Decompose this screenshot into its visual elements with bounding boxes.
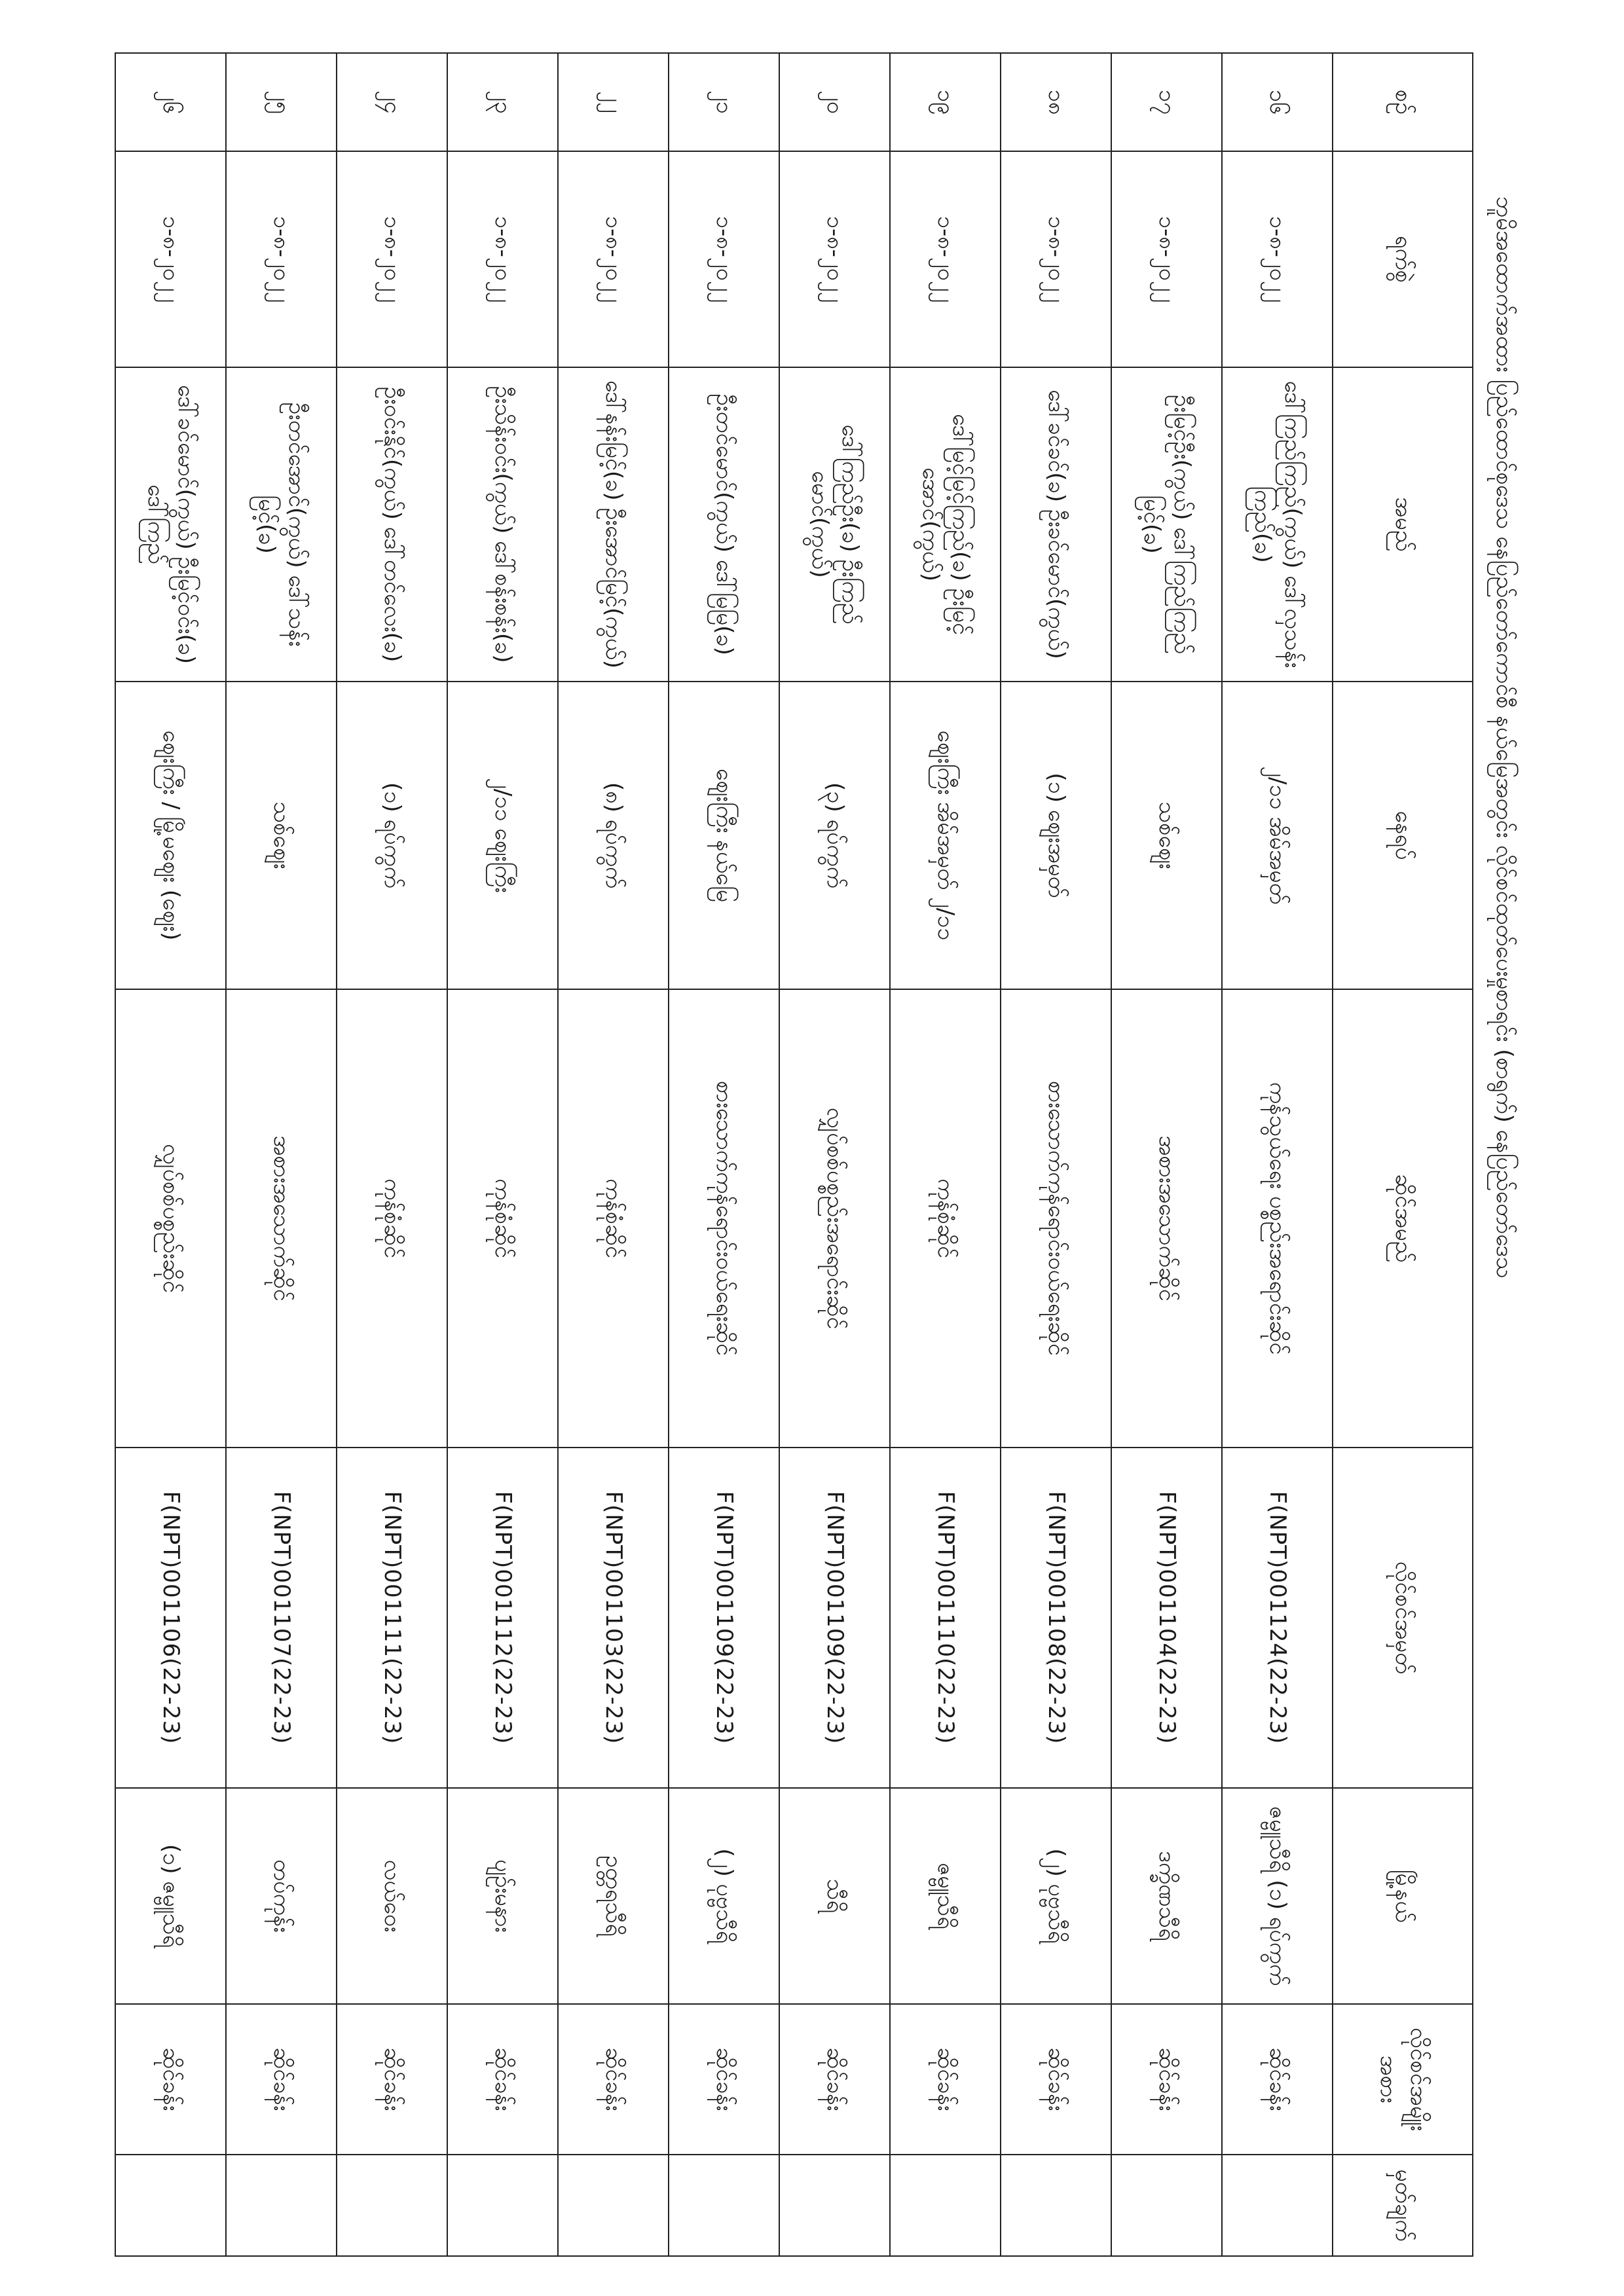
- cell-no: ၁၉: [890, 53, 1001, 151]
- cell-name: ဒေါ်နန်းမြင့်(ခ) ဦးအောင်မြင့်(ကွယ်): [558, 367, 669, 682]
- cell-township: ဇမ္ဗူသီရိ: [890, 1788, 1001, 2004]
- cell-date: ၁-၈-၂၀၂၂: [1222, 151, 1333, 367]
- cell-remark: [890, 2155, 1001, 2256]
- cell-address: (၁) ဈေးအမှတ်: [1001, 682, 1111, 989]
- cell-name: ဒေါ်ကြည်ဦး(ခ) ဦးကြည်မောင်(ကွယ်): [779, 367, 890, 682]
- cell-no: ၁၆: [1222, 53, 1333, 151]
- cell-date: ၁-၈-၂၀၂၂: [558, 151, 669, 367]
- table-row: [1001, 53, 1111, 2256]
- cell-address: ဈေးကြီး နယ်မြေ: [669, 682, 779, 989]
- table-row: [779, 53, 890, 2256]
- cell-name: ဒေါ်ကြည်ကြည်(ကွယ်) ဒေါ်လှသန်းကြည်(ခ): [1222, 367, 1333, 682]
- cell-address: (၃) ရပ်ကွက်: [779, 682, 890, 989]
- cell-type: ဆိုင်ခန်း: [115, 2004, 226, 2155]
- cell-type: ဆိုင်ခန်း: [558, 2004, 669, 2155]
- cell-no: ၂၄: [337, 53, 447, 151]
- cell-address: သစ်ဈေး: [1111, 682, 1222, 989]
- cell-township: တပ်ကုန်း: [226, 1788, 337, 2004]
- cell-license: F(NPT)001112(22-23): [447, 1448, 558, 1788]
- cell-type: ဆိုင်ခန်း: [890, 2004, 1001, 2155]
- cell-name: ဦးဝင်းနိုင်(ကွယ်) ဒေါ်တင်လေး(ခ): [337, 367, 447, 682]
- cell-date: ၁-၈-၂၀၂၂: [779, 151, 890, 367]
- cell-license: F(NPT)001124(22-23): [1222, 1448, 1333, 1788]
- cell-license: F(NPT)001107(22-23): [226, 1448, 337, 1788]
- cell-shop: ကုန်သွယ်ရေး ပစ္စည်းအရောင်းဆိုင်: [1222, 989, 1333, 1448]
- cell-remark: [558, 2155, 669, 2256]
- cell-township: ပျဉ်းမနား: [447, 1788, 558, 2004]
- cell-remark: [226, 2155, 337, 2256]
- cell-date: ၁-၈-၂၀၂၂: [1001, 151, 1111, 367]
- cell-address: (၁) ရပ်ကွက်: [337, 682, 447, 989]
- cell-remark: [1001, 2155, 1111, 2256]
- cell-shop: ကုန်စုံဆိုင်: [447, 989, 558, 1448]
- header-date: ရက်စွဲ: [1333, 151, 1473, 367]
- cell-date: ၁-၈-၂၀၂၂: [447, 151, 558, 367]
- cell-township: (၂) ပုဗ္ဗသီရိ: [1001, 1788, 1111, 2004]
- header-shop: ဆိုင်အမည်: [1333, 989, 1473, 1448]
- cell-no: ၂၁: [669, 53, 779, 151]
- cell-shop: လျှပ်စစ်ပစ္စည်းဆိုင်: [115, 989, 226, 1448]
- header-address: နေရပ်: [1333, 682, 1473, 989]
- cell-no: ၂၂: [558, 53, 669, 151]
- cell-no: ၁၇: [1111, 53, 1222, 151]
- cell-remark: [1222, 2155, 1333, 2256]
- cell-type: ဆိုင်ခန်း: [1001, 2004, 1111, 2155]
- cell-type: ဆိုင်ခန်း: [669, 2004, 779, 2155]
- table-row: [447, 53, 558, 2256]
- cell-township: ဇမ္ဗူသီရိ (၁) ရပ်ကွက်: [1222, 1788, 1333, 2004]
- cell-type: ဆိုင်ခန်း: [1111, 2004, 1222, 2155]
- cell-shop: ကုန်စုံဆိုင်: [890, 989, 1001, 1448]
- table-row: [558, 53, 669, 2256]
- cell-address: သစ်ဈေး: [226, 682, 337, 989]
- cell-license: F(NPT)001111(22-23): [337, 1448, 447, 1788]
- cell-remark: [779, 2155, 890, 2256]
- cell-license: F(NPT)001103(22-23): [558, 1448, 669, 1788]
- cell-date: ၁-၈-၂၀၂၂: [226, 151, 337, 367]
- cell-township: သီရိ: [779, 1788, 890, 2004]
- cell-shop: ကုန်စုံဆိုင်: [558, 989, 669, 1448]
- cell-type: ဆိုင်ခန်း: [447, 2004, 558, 2155]
- cell-type: ဆိုင်ခန်း: [226, 2004, 337, 2155]
- cell-township: (၂) ပုဗ္ဗသီရိ: [669, 1788, 779, 2004]
- cell-remark: [1111, 2155, 1222, 2256]
- cell-address: ဈေးကြီး / မြို့မဈေး (ဈေး): [115, 682, 226, 989]
- header-remark: မှတ်ချက်: [1333, 2155, 1473, 2256]
- cell-shop: ကုန်စုံဆိုင်: [337, 989, 447, 1448]
- cell-license: F(NPT)001108(22-23): [1001, 1448, 1111, 1788]
- table-row: [890, 53, 1001, 2256]
- cell-date: ၁-၈-၂၀၂၂: [115, 151, 226, 367]
- cell-no: ၂၀: [779, 53, 890, 151]
- table-row: [1111, 53, 1222, 2256]
- cell-remark: [337, 2155, 447, 2256]
- table-row: [115, 53, 226, 2256]
- cell-township: ဥတ္တရသီရိ: [558, 1788, 669, 2004]
- cell-date: ၁-၈-၂၀၂၂: [669, 151, 779, 367]
- cell-no: ၂၅: [226, 53, 337, 151]
- table-row: [669, 53, 779, 2256]
- header-township: မြို့နယ်: [1333, 1788, 1473, 2004]
- cell-license: F(NPT)001109(22-23): [669, 1448, 779, 1788]
- cell-type: ဆိုင်ခန်း: [337, 2004, 447, 2155]
- cell-no: ၂၆: [115, 53, 226, 151]
- table-row: [226, 53, 337, 2256]
- cell-date: ၁-၈-၂၀၂၂: [890, 151, 1001, 367]
- header-license: လိုင်စင်အမှတ်: [1333, 1448, 1473, 1788]
- cell-date: ၁-၈-၂၀၂၂: [337, 151, 447, 367]
- cell-name: ဒေါ်ခင်မောင်(ကွယ်) ဦးမြင့်ဝင်း(ခ) ဒေါ်ကြည်: [115, 367, 226, 682]
- cell-type: ဆိုင်ခန်း: [779, 2004, 890, 2155]
- cell-township: ဒက္ခိဏသီရိ: [1111, 1788, 1222, 2004]
- cell-shop: စားသောက်ကုန်ရောင်းဝယ်ရေးဆိုင်: [669, 989, 779, 1448]
- cell-no: ၂၃: [447, 53, 558, 151]
- cell-name: ဒေါ်ခင်ခင်(ခ) ဦးခင်မောင်(ကွယ်): [1001, 367, 1111, 682]
- cell-shop: အစားအသောက်ဆိုင်: [226, 989, 337, 1448]
- cell-no: ၁၈: [1001, 53, 1111, 151]
- cell-name: ဦးတင်မောင်(ကွယ်) ဒေါ်မြမြ(ခ): [669, 367, 779, 682]
- cell-name: ဦးမြင့်ဦး(ကွယ်) ဒေါ်ကြည်ကြည်မြင့်(ခ): [1111, 367, 1222, 682]
- cell-name: ဦးသိန်းဝင်း(ကွယ်) ဒေါ်စန်းစန်း(ခ): [447, 367, 558, 682]
- cell-address: ၂/၁၁ ဈေးကြီး: [447, 682, 558, 989]
- cell-remark: [669, 2155, 779, 2256]
- cell-license: F(NPT)001109(22-23): [779, 1448, 890, 1788]
- cell-name: ဒေါ်မြင့်မြင့်ကြည်(ခ) ဦးမြင့်အောင်(ကွယ်): [890, 367, 1001, 682]
- cell-license: F(NPT)001110(22-23): [890, 1448, 1001, 1788]
- cell-license: F(NPT)001106(22-23): [115, 1448, 226, 1788]
- table-row: [337, 53, 447, 2256]
- cell-remark: [115, 2155, 226, 2256]
- header-name: အမည်: [1333, 367, 1473, 682]
- cell-remark: [447, 2155, 558, 2256]
- header-type: လိုင်စင်အမျိုးအစား: [1333, 2004, 1473, 2155]
- register-table: [115, 52, 1473, 2257]
- document-title: ဘူမိအထောက်အထား ပြည်ထောင်စုဒေသ နေပြည်တော်ကောင်စီ နယ်မြေအတွင်း လိုင်စင်ထုတ်ပေးမှုစာရင်း (စာရွက်) နေပြည်တော်ဒေသ: [1491, 196, 1517, 1279]
- cell-date: ၁-၈-၂၀၂၂: [1111, 151, 1222, 367]
- table-row: [1222, 53, 1333, 2256]
- cell-license: F(NPT)001104(22-23): [1111, 1448, 1222, 1788]
- cell-address: (၈) ရပ်ကွက်: [558, 682, 669, 989]
- cell-name: ဦးတင်အောင်(ကွယ်) ဒေါ်သန်းမြင့်(ခ): [226, 367, 337, 682]
- cell-address: ဈေးကြီး အိမ်အမှတ် ၂/၁၁: [890, 682, 1001, 989]
- cell-address: ၂/၁၁ အိမ်အမှတ်: [1222, 682, 1333, 989]
- header-no: စဉ်: [1333, 53, 1473, 151]
- cell-shop: စားသောက်ကုန်ရောင်းဝယ်ရေးဆိုင်: [1001, 989, 1111, 1448]
- cell-township: (၁) ဇမ္ဗူသီရိ: [115, 1788, 226, 2004]
- header-row: [1333, 53, 1473, 2256]
- cell-shop: အစားအသောက်ဆိုင်: [1111, 989, 1222, 1448]
- cell-township: လယ်ဝေး: [337, 1788, 447, 2004]
- cell-type: ဆိုင်ခန်း: [1222, 2004, 1333, 2155]
- cell-shop: လျှပ်စစ်ပစ္စည်းအရောင်းဆိုင်: [779, 989, 890, 1448]
